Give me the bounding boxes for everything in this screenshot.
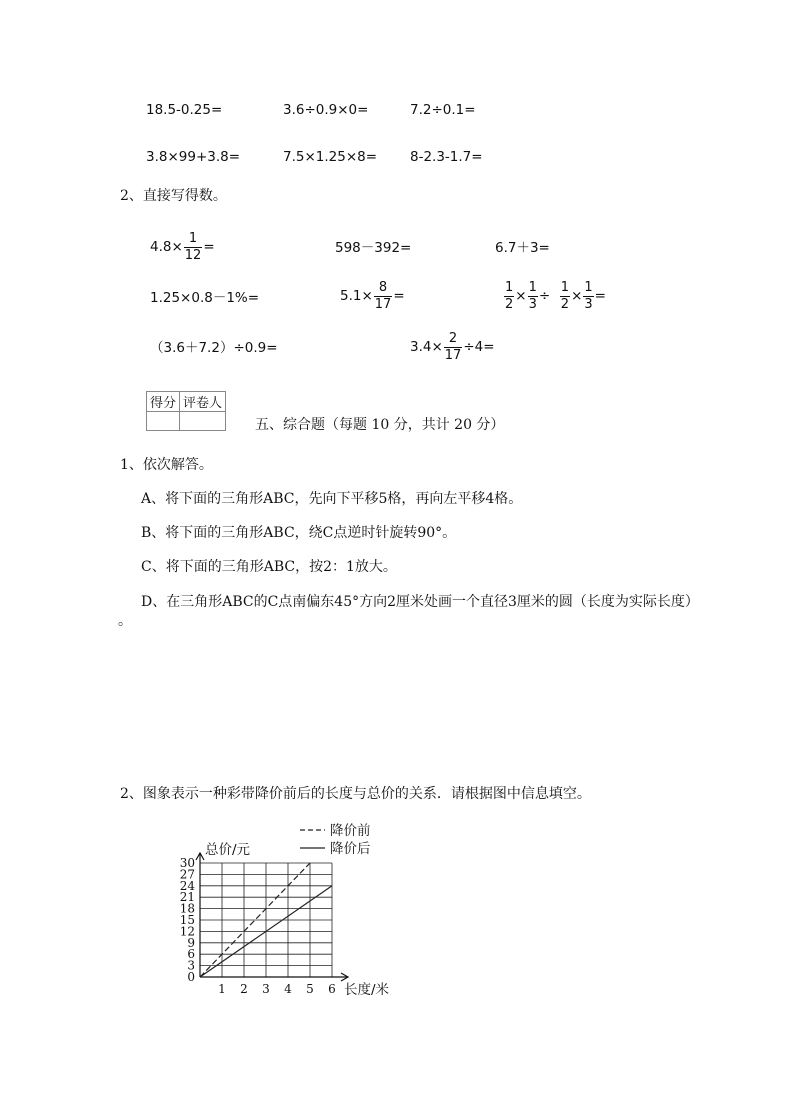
- question-heading: 1、依次解答。: [120, 457, 213, 473]
- y-tick-label: 15: [179, 913, 195, 927]
- grader-header: 评卷人: [180, 392, 226, 412]
- score-header: 得分: [147, 392, 180, 412]
- calc-item: （3.6＋7.2）÷0.9=: [150, 340, 278, 356]
- calc-item: 7.5×1.25×8=: [283, 149, 378, 165]
- question-heading: 2、图象表示一种彩带降价前后的长度与总价的关系．请根据图中信息填空。: [120, 786, 591, 802]
- fraction: $\frac{8}{17}$: [374, 279, 392, 312]
- calc-item: 7.2÷0.1=: [410, 102, 476, 118]
- sub-question-cont: 。: [118, 613, 132, 629]
- sub-question: A、将下面的三角形ABC，先向下平移5格，再向左平移4格。: [141, 491, 523, 507]
- x-axis-label: 长度/米: [344, 982, 390, 998]
- calc-item: 4.8× $\frac{1}{12}$ =: [150, 230, 215, 263]
- x-tick-label: 6: [328, 982, 336, 996]
- y-tick-label: 30: [179, 856, 195, 870]
- legend-label: 降价前: [330, 823, 371, 839]
- y-tick-label: 9: [187, 935, 195, 950]
- y-tick-label: 21: [179, 890, 195, 905]
- chart-axes: [196, 853, 348, 981]
- calc-item: 1.25×0.8－1%=: [150, 290, 260, 306]
- x-tick-label: 5: [306, 982, 314, 996]
- x-tick-label: 1: [218, 982, 226, 996]
- fraction: $\frac{2}{17}$: [444, 330, 462, 363]
- fraction: $\frac{1}{12}$: [184, 230, 202, 263]
- calc-item: 3.4× $\frac{2}{17}$ ÷4=: [410, 330, 495, 363]
- fraction: $\frac{1}{3}$: [584, 279, 593, 312]
- y-tick-label: 0: [187, 970, 195, 984]
- y-axis-label: 总价/元: [205, 842, 251, 858]
- x-tick-label: 4: [284, 982, 292, 996]
- legend-label: 降价后: [330, 841, 371, 857]
- question-heading: 2、直接写得数。: [120, 188, 227, 204]
- fraction: $\frac{1}{3}$: [528, 279, 537, 312]
- fraction: $\frac{1}{2}$: [505, 279, 514, 312]
- x-tick-label: 3: [262, 982, 270, 996]
- y-tick-label: 12: [179, 924, 195, 939]
- y-tick-label: 3: [187, 958, 195, 973]
- y-tick-label: 27: [179, 867, 195, 882]
- fraction: $\frac{1}{2}$: [560, 279, 570, 312]
- calc-item: 8-2.3-1.7=: [410, 149, 483, 165]
- chart-legend: [300, 823, 371, 857]
- sub-question: D、在三角形ABC的C点南偏东45°方向2厘米处画一个直径3厘米的圆（长度为实际长度）: [141, 594, 699, 610]
- section-title: 五、综合题（每题 10 分，共计 20 分）: [255, 417, 505, 433]
- calc-item: $\frac{1}{2}$ × $\frac{1}{3}$ ÷ $\frac{1}{2}$ × $\frac{1}{3}$ =: [505, 279, 606, 312]
- calc-item: 3.8×99+3.8=: [146, 149, 241, 165]
- y-tick-label: 18: [179, 901, 195, 916]
- calc-item: 3.6÷0.9×0=: [283, 102, 369, 118]
- calc-item: 6.7＋3=: [495, 240, 550, 256]
- y-tick-label: 24: [179, 878, 195, 893]
- sub-question: C、将下面的三角形ABC，按2：1放大。: [141, 559, 397, 575]
- chart-grid: [200, 863, 332, 977]
- sub-question: B、将下面的三角形ABC，绕C点逆时针旋转90°。: [141, 525, 457, 541]
- calc-item: 18.5-0.25=: [146, 102, 223, 118]
- calc-item: 598－392=: [335, 240, 412, 256]
- x-tick-label: 2: [240, 982, 248, 996]
- calc-item: 5.1× $\frac{8}{17}$ =: [340, 279, 405, 312]
- y-tick-label: 6: [187, 947, 195, 962]
